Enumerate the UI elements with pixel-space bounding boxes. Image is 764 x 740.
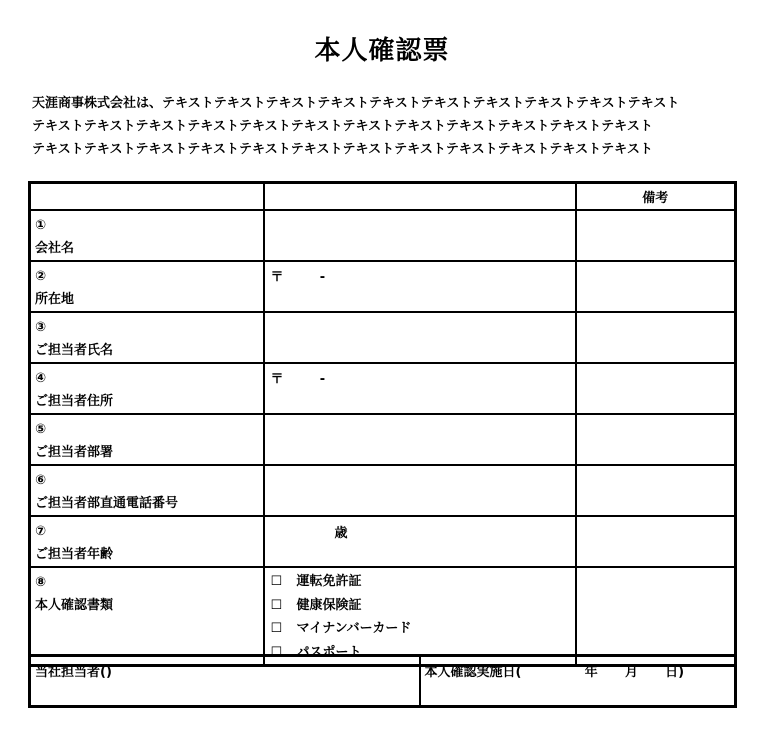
intro-line: 天涯商事株式会社は、テキストテキストテキストテキストテキストテキストテキストテキストテキストテキスト	[32, 96, 680, 111]
staff-label: 当社担当者()	[35, 665, 112, 680]
remarks-field[interactable]	[576, 414, 736, 465]
table-row	[30, 567, 736, 666]
row-label: ご担当者部署	[35, 445, 114, 460]
row-label: 所在地	[35, 292, 75, 307]
checkbox-icon[interactable]: ☐	[270, 574, 283, 589]
contact-name-field[interactable]	[264, 312, 576, 363]
intro-line: テキストテキストテキストテキストテキストテキストテキストテキストテキストテキストテキストテキスト	[32, 119, 653, 134]
header-cell-item	[30, 183, 264, 211]
doc-option-label: 健康保険証	[296, 597, 362, 613]
table-row	[30, 363, 736, 414]
remarks-field[interactable]	[576, 363, 736, 414]
row-number: ⑤	[35, 422, 47, 437]
age-field[interactable]	[264, 516, 576, 567]
row-label-cell	[30, 516, 264, 567]
row-label: ご担当者年齢	[35, 547, 114, 562]
row-label: 会社名	[35, 241, 75, 256]
table-row	[30, 261, 736, 312]
row-label-cell	[30, 312, 264, 363]
postal-code: 〒 -	[270, 372, 326, 387]
doc-option-my-number-card[interactable]	[271, 617, 575, 641]
department-field[interactable]	[264, 414, 576, 465]
table-row	[30, 465, 736, 516]
footer-row	[30, 656, 736, 707]
row-number: ⑧	[35, 575, 47, 590]
table-header-row	[30, 183, 736, 211]
remarks-field[interactable]	[576, 516, 736, 567]
page-title: 本人確認票	[314, 36, 450, 66]
table-row	[30, 516, 736, 567]
checkbox-icon[interactable]: ☐	[270, 597, 283, 613]
row-label-cell	[30, 363, 264, 414]
remarks-field[interactable]	[576, 210, 736, 261]
company-name-field[interactable]	[264, 210, 576, 261]
row-number: ①	[35, 218, 47, 233]
remarks-field[interactable]	[576, 567, 736, 666]
row-number: ②	[35, 269, 47, 284]
remarks-field[interactable]	[576, 312, 736, 363]
intro-line: テキストテキストテキストテキストテキストテキストテキストテキストテキストテキストテキストテキスト	[32, 142, 653, 157]
row-number: ④	[35, 371, 47, 386]
table-row	[30, 210, 736, 261]
postal-code: 〒 -	[270, 270, 326, 285]
header-cell-value	[264, 183, 576, 211]
doc-option-health-insurance[interactable]	[271, 594, 575, 618]
direct-phone-field[interactable]	[264, 465, 576, 516]
row-label: ご担当者部直通電話番号	[35, 496, 179, 511]
contact-address-field[interactable]	[264, 363, 576, 414]
intro-text	[32, 92, 752, 161]
row-number: ③	[35, 320, 47, 335]
doc-option-label: パスポート	[296, 644, 362, 660]
row-label-cell	[30, 567, 264, 666]
table-row	[30, 312, 736, 363]
address-field[interactable]	[264, 261, 576, 312]
row-label: ご担当者住所	[35, 394, 114, 409]
doc-option-drivers-license[interactable]	[271, 570, 575, 594]
row-number: ⑦	[35, 524, 47, 539]
row-number: ⑥	[35, 473, 47, 488]
staff-field[interactable]	[30, 656, 420, 707]
verification-date-label: 本人確認実施日( 年 月 日)	[424, 665, 685, 680]
doc-option-label: マイナンバーカード	[296, 621, 412, 636]
checkbox-icon[interactable]: ☐	[270, 621, 283, 636]
remarks-field[interactable]	[576, 465, 736, 516]
checkbox-icon[interactable]: ☐	[270, 644, 283, 660]
id-document-options	[264, 567, 576, 666]
row-label-cell	[30, 261, 264, 312]
row-label-cell	[30, 414, 264, 465]
identity-form-table	[28, 181, 737, 667]
doc-option-label: 運転免許証	[296, 574, 362, 589]
footer-table	[28, 654, 737, 708]
row-label-cell	[30, 210, 264, 261]
table-row	[30, 414, 736, 465]
header-cell-remarks: 備考	[576, 183, 736, 211]
row-label: ご担当者氏名	[35, 343, 114, 358]
verification-date-field[interactable]	[420, 656, 736, 707]
remarks-field[interactable]	[576, 261, 736, 312]
row-label: 本人確認書類	[35, 598, 114, 613]
row-label-cell	[30, 465, 264, 516]
age-unit: 歳	[334, 526, 348, 541]
